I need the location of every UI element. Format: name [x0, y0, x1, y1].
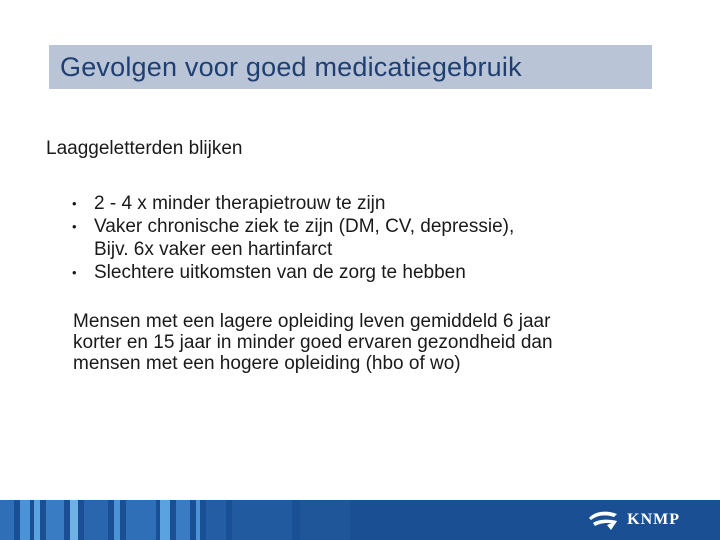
slide-title: Gevolgen voor goed medicatiegebruik	[60, 51, 522, 82]
bullet-item	[70, 192, 514, 215]
knmp-logo	[587, 506, 680, 534]
logo-text: KNMP	[627, 511, 680, 528]
footer-stripe	[206, 500, 226, 540]
paragraph-line: Mensen met een lagere opleiding leven gemiddeld 6 jaar	[73, 311, 551, 332]
paragraph-line: korter en 15 jaar in minder goed ervaren gezondheid dan	[73, 332, 553, 353]
bullet-text: Vaker chronische ziek te zijn (DM, CV, depressie),	[94, 216, 515, 237]
summary-paragraph	[73, 311, 673, 374]
footer-stripe	[46, 500, 64, 540]
footer-stripe	[114, 500, 120, 540]
footer-stripe	[160, 500, 170, 540]
bullet-icon: •	[72, 219, 77, 234]
footer-stripe	[300, 500, 350, 540]
bullet-text: Slechtere uitkomsten van de zorg te hebben	[94, 262, 466, 283]
footer-stripe	[126, 500, 156, 540]
title-banner	[49, 45, 652, 89]
bullet-item	[70, 261, 514, 284]
footer-stripe	[70, 500, 78, 540]
bullet-icon: •	[72, 196, 77, 211]
footer-stripe	[176, 500, 190, 540]
bullet-item	[70, 215, 514, 261]
footer-stripe	[196, 500, 200, 540]
footer-stripe	[0, 500, 14, 540]
intro-text: Laaggeletterden blijken	[46, 138, 243, 159]
footer-stripe	[84, 500, 108, 540]
bullet-icon: •	[72, 265, 77, 280]
footer-stripe	[20, 500, 30, 540]
paragraph-line: mensen met een hogere opleiding (hbo of wo)	[73, 353, 461, 374]
knmp-swoosh-icon	[587, 509, 621, 531]
bullet-text: 2 - 4 x minder therapietrouw te zijn	[94, 193, 386, 214]
bullet-continuation: Bijv. 6x vaker een hartinfarct	[94, 239, 333, 260]
footer-stripe	[34, 500, 40, 540]
bullet-list	[70, 192, 514, 284]
footer-stripe	[232, 500, 292, 540]
